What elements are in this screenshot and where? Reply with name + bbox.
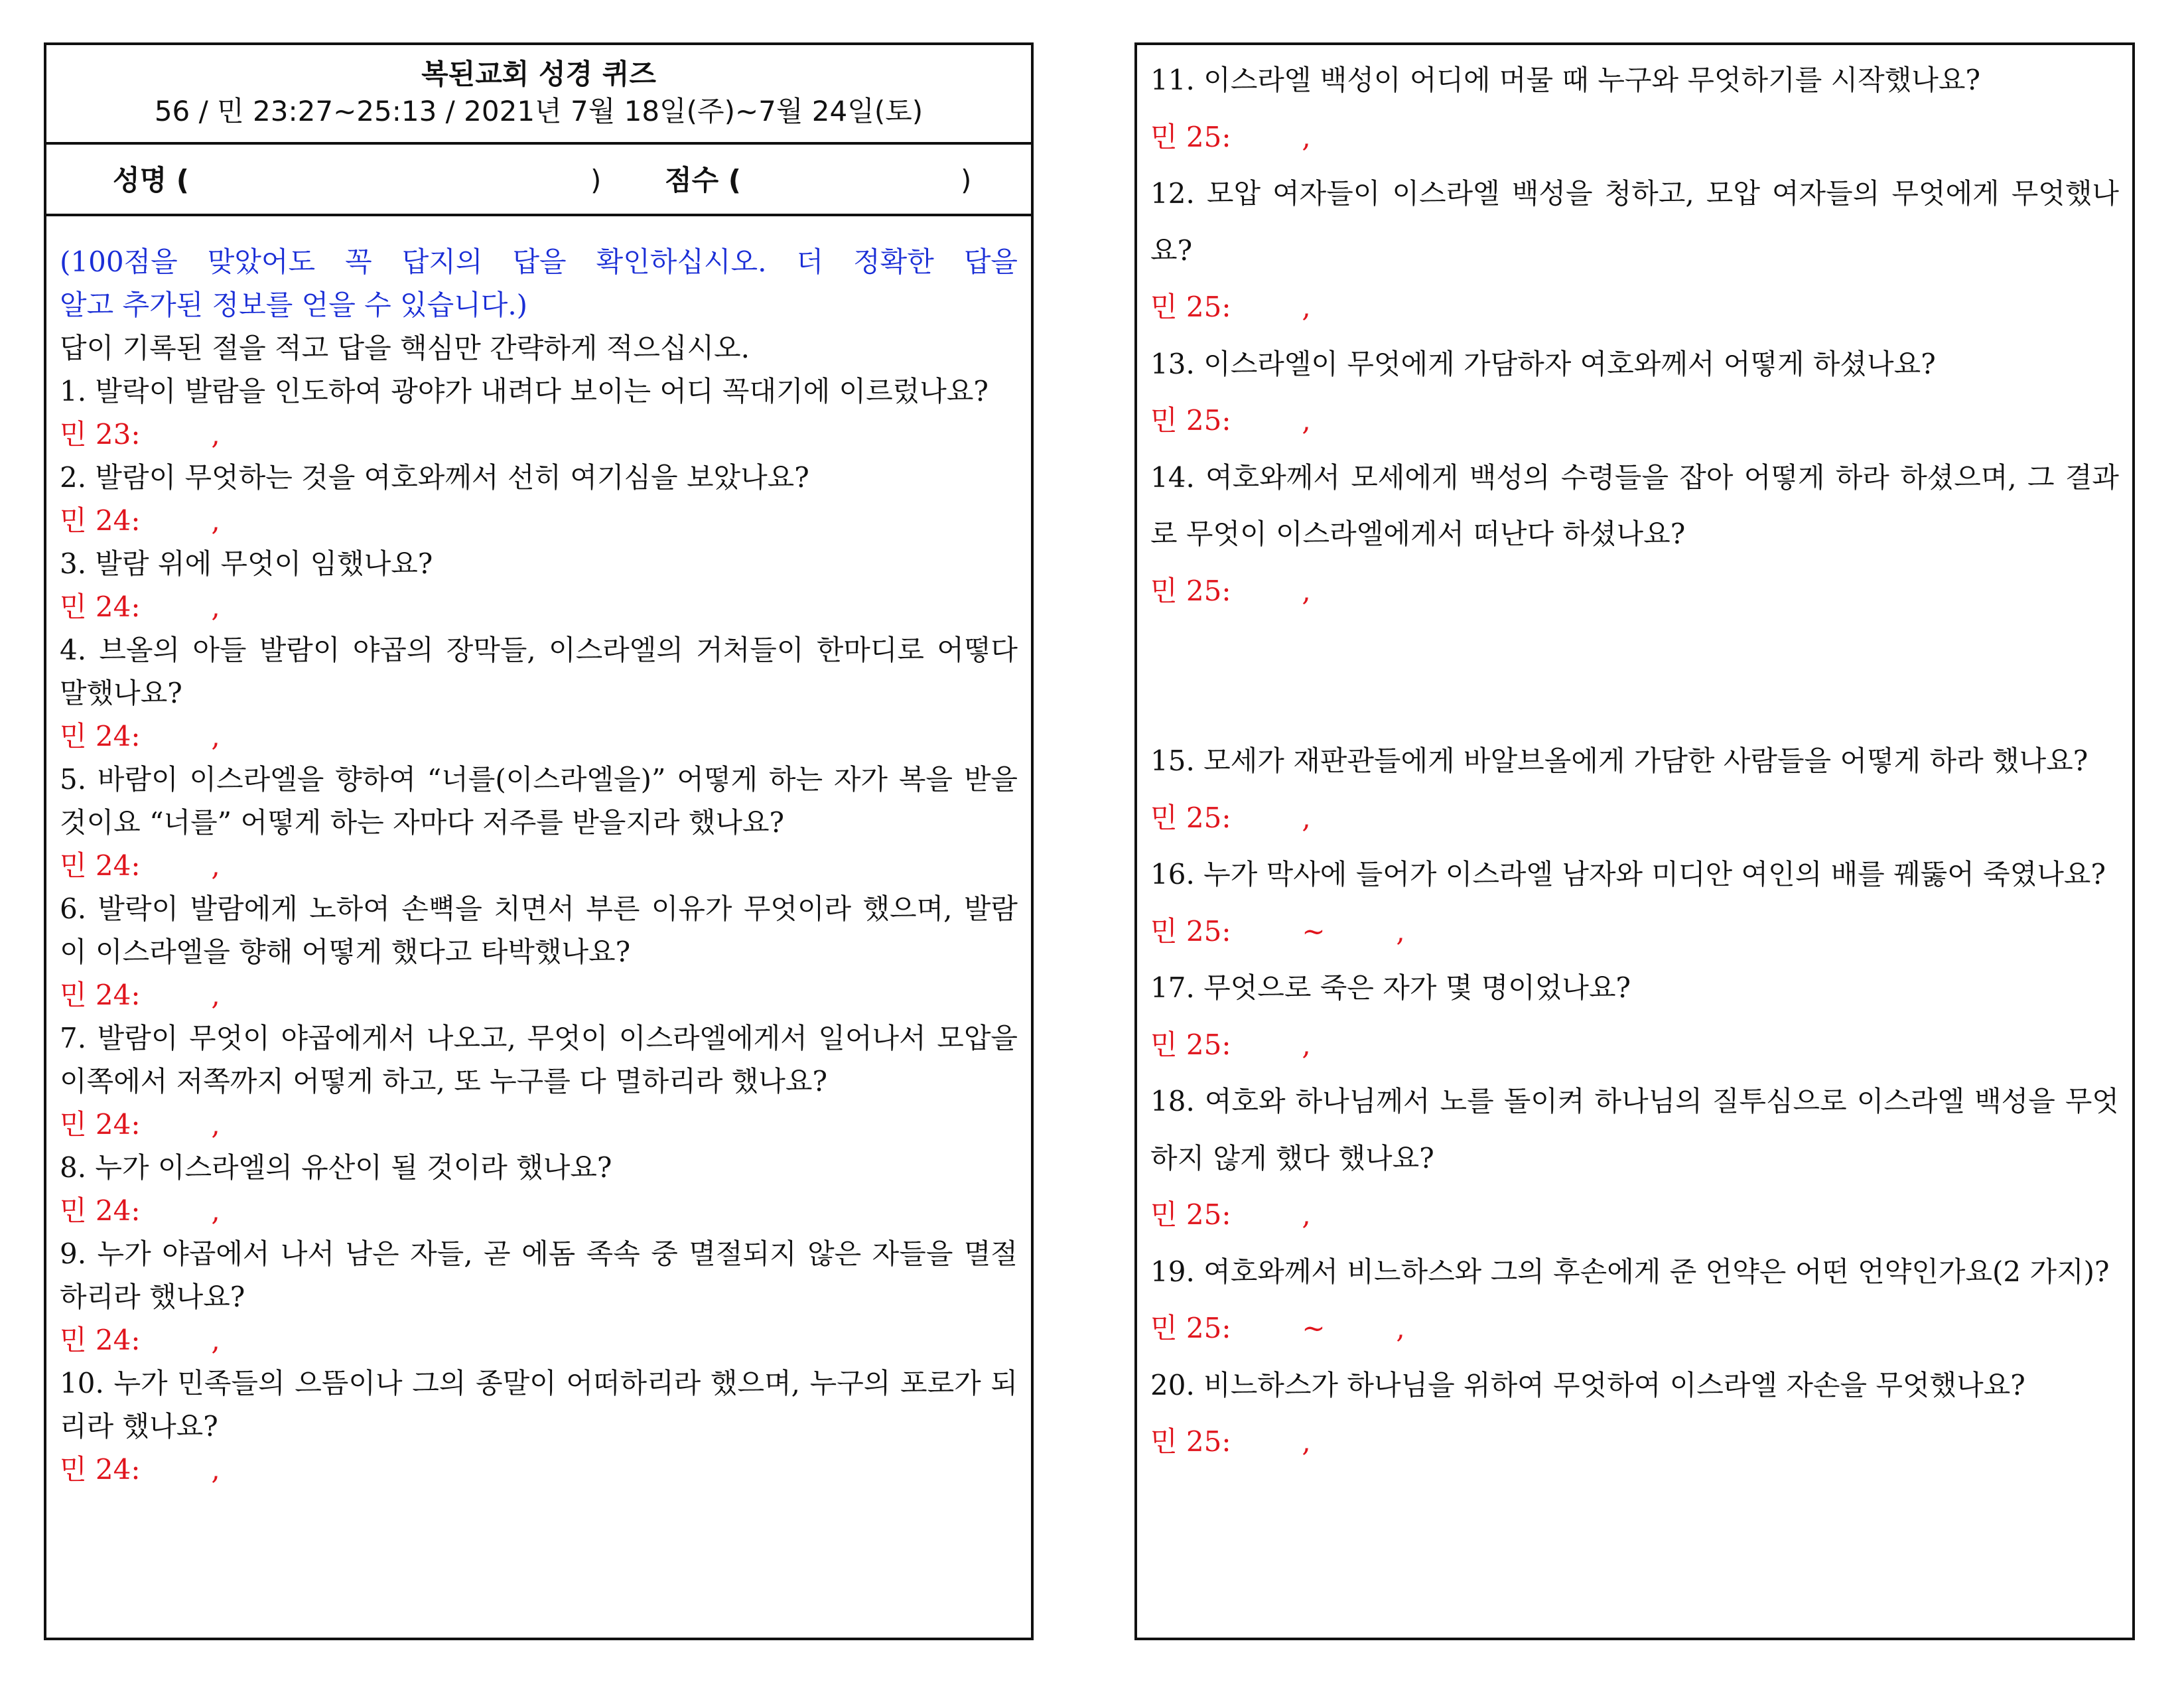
instruction: 답이 기록된 절을 적고 답을 핵심만 간략하게 적으십시오. [60,332,750,364]
answer-10[interactable]: 민 24: , [60,1453,220,1486]
right-question-list [1137,45,2132,1470]
name-score-row [46,145,1031,216]
question-15: 15. 모세가 재판관들에게 바알브올에게 가담한 사람들을 어떻게 하라 했나요? [1150,744,2088,777]
answer-11[interactable]: 민 25: , [1150,120,1311,153]
question-8: 8. 누가 이스라엘의 유산이 될 것이라 했나요? [60,1151,612,1184]
answer-16[interactable]: 민 25: ~ , [1150,914,1405,948]
intro-note-line: 알고 추가된 정보를 얻을 수 있습니다.) [60,289,528,321]
answer-1[interactable]: 민 23: , [60,418,220,451]
quiz-header [46,45,1031,145]
blank-space [1150,619,2119,733]
intro-note-line: (100점을 맞았어도 꼭 답지의 답을 확인하십시오. 더 정확한 답을 [60,246,1018,278]
answer-6[interactable]: 민 24: , [60,979,220,1011]
answer-12[interactable]: 민 25: , [1150,291,1311,323]
question-3: 3. 발람 위에 무엇이 임했나요? [60,547,433,580]
answer-4[interactable]: 민 24: , [60,720,220,752]
question-20: 20. 비느하스가 하나님을 위하여 무엇하여 이스라엘 자손을 무엇했나요? [1150,1368,2025,1401]
question-11: 11. 이스라엘 백성이 어디에 머물 때 누구와 무엇하기를 시작했나요? [1150,64,1980,96]
answer-2[interactable]: 민 24: , [60,504,220,537]
score-field[interactable]: ) [961,164,972,196]
quiz-subtitle: 56 / 민 23:27~25:13 / 2021년 7월 18일(주)~7월 24일(토) [154,95,923,127]
left-question-list [46,216,1031,1491]
question-1: 1. 발락이 발람을 인도하여 광야가 내려다 보이는 어디 꼭대기에 이르렀나요? [60,375,989,407]
question-19: 19. 여호와께서 비느하스와 그의 후손에게 준 언약은 어떤 언약인가요(2 가지)? [1150,1255,2110,1288]
question-2: 2. 발람이 무엇하는 것을 여호와께서 선히 여기심을 보았나요? [60,461,809,494]
quiz-title: 복된교회 성경 퀴즈 [421,58,656,90]
right-panel [1134,42,2135,1640]
answer-7[interactable]: 민 24: , [60,1108,220,1141]
question-14: 14. 여호와께서 모세에게 백성의 수령들을 잡아 어떻게 하라 하셨으며, 그 결과로 무엇이 이스라엘에게서 떠난다 하셨나요? [1150,460,2119,550]
question-9: 9. 누가 야곱에서 나서 남은 자들, 곧 에돔 족속 중 멸절되지 않은 자들을 멸절하리라 했나요? [60,1237,1018,1313]
question-4: 4. 브올의 아들 발람이 야곱의 장막들, 이스라엘의 거처들이 한마디로 어떻다 말했나요? [60,634,1018,709]
question-5: 5. 바람이 이스라엘을 향하여 “너를(이스라엘을)” 어떻게 하는 자가 복을 받을 것이요 “너를” 어떻게 하는 자마다 저주를 받을지라 했나요? [60,763,1018,839]
answer-13[interactable]: 민 25: , [1150,404,1311,437]
answer-9[interactable]: 민 24: , [60,1324,220,1356]
name-field[interactable]: ) [590,164,602,196]
answer-17[interactable]: 민 25: , [1150,1028,1311,1061]
question-10: 10. 누가 민족들의 으뜸이나 그의 종말이 어떠하리라 했으며, 누구의 포로가 되리라 했나요? [60,1367,1018,1443]
intro-note [60,240,1018,326]
question-16: 16. 누가 막사에 들어가 이스라엘 남자와 미디안 여인의 배를 꿰뚫어 죽였나요? [1150,858,2106,890]
question-18: 18. 여호와 하나님께서 노를 돌이켜 하나님의 질투심으로 이스라엘 백성을 무엇하지 않게 했다 했나요? [1150,1085,2119,1174]
question-13: 13. 이스라엘이 무엇에게 가담하자 여호와께서 어떻게 하셨나요? [1150,347,1936,380]
answer-20[interactable]: 민 25: , [1150,1425,1311,1458]
answer-5[interactable]: 민 24: , [60,849,220,882]
name-label: 성명 ( [113,164,189,196]
answer-19[interactable]: 민 25: ~ , [1150,1312,1405,1344]
question-6: 6. 발락이 발람에게 노하여 손뼉을 치면서 부른 이유가 무엇이라 했으며, 발람이 이스라엘을 향해 어떻게 했다고 타박했나요? [60,892,1018,968]
score-label: 점수 ( [665,164,741,196]
answer-15[interactable]: 민 25: , [1150,801,1311,834]
left-panel [44,42,1034,1640]
answer-18[interactable]: 민 25: , [1150,1198,1311,1231]
question-7: 7. 발람이 무엇이 야곱에게서 나오고, 무엇이 이스라엘에게서 일어나서 모압을 이쪽에서 저쪽까지 어떻게 하고, 또 누구를 다 멸하리라 했나요? [60,1022,1018,1097]
question-17: 17. 무엇으로 죽은 자가 몇 명이었나요? [1150,971,1631,1004]
answer-3[interactable]: 민 24: , [60,591,220,623]
answer-8[interactable]: 민 24: , [60,1194,220,1227]
question-12: 12. 모압 여자들이 이스라엘 백성을 청하고, 모압 여자들의 무엇에게 무엇했나요? [1150,177,2119,267]
answer-14[interactable]: 민 25: , [1150,574,1311,607]
